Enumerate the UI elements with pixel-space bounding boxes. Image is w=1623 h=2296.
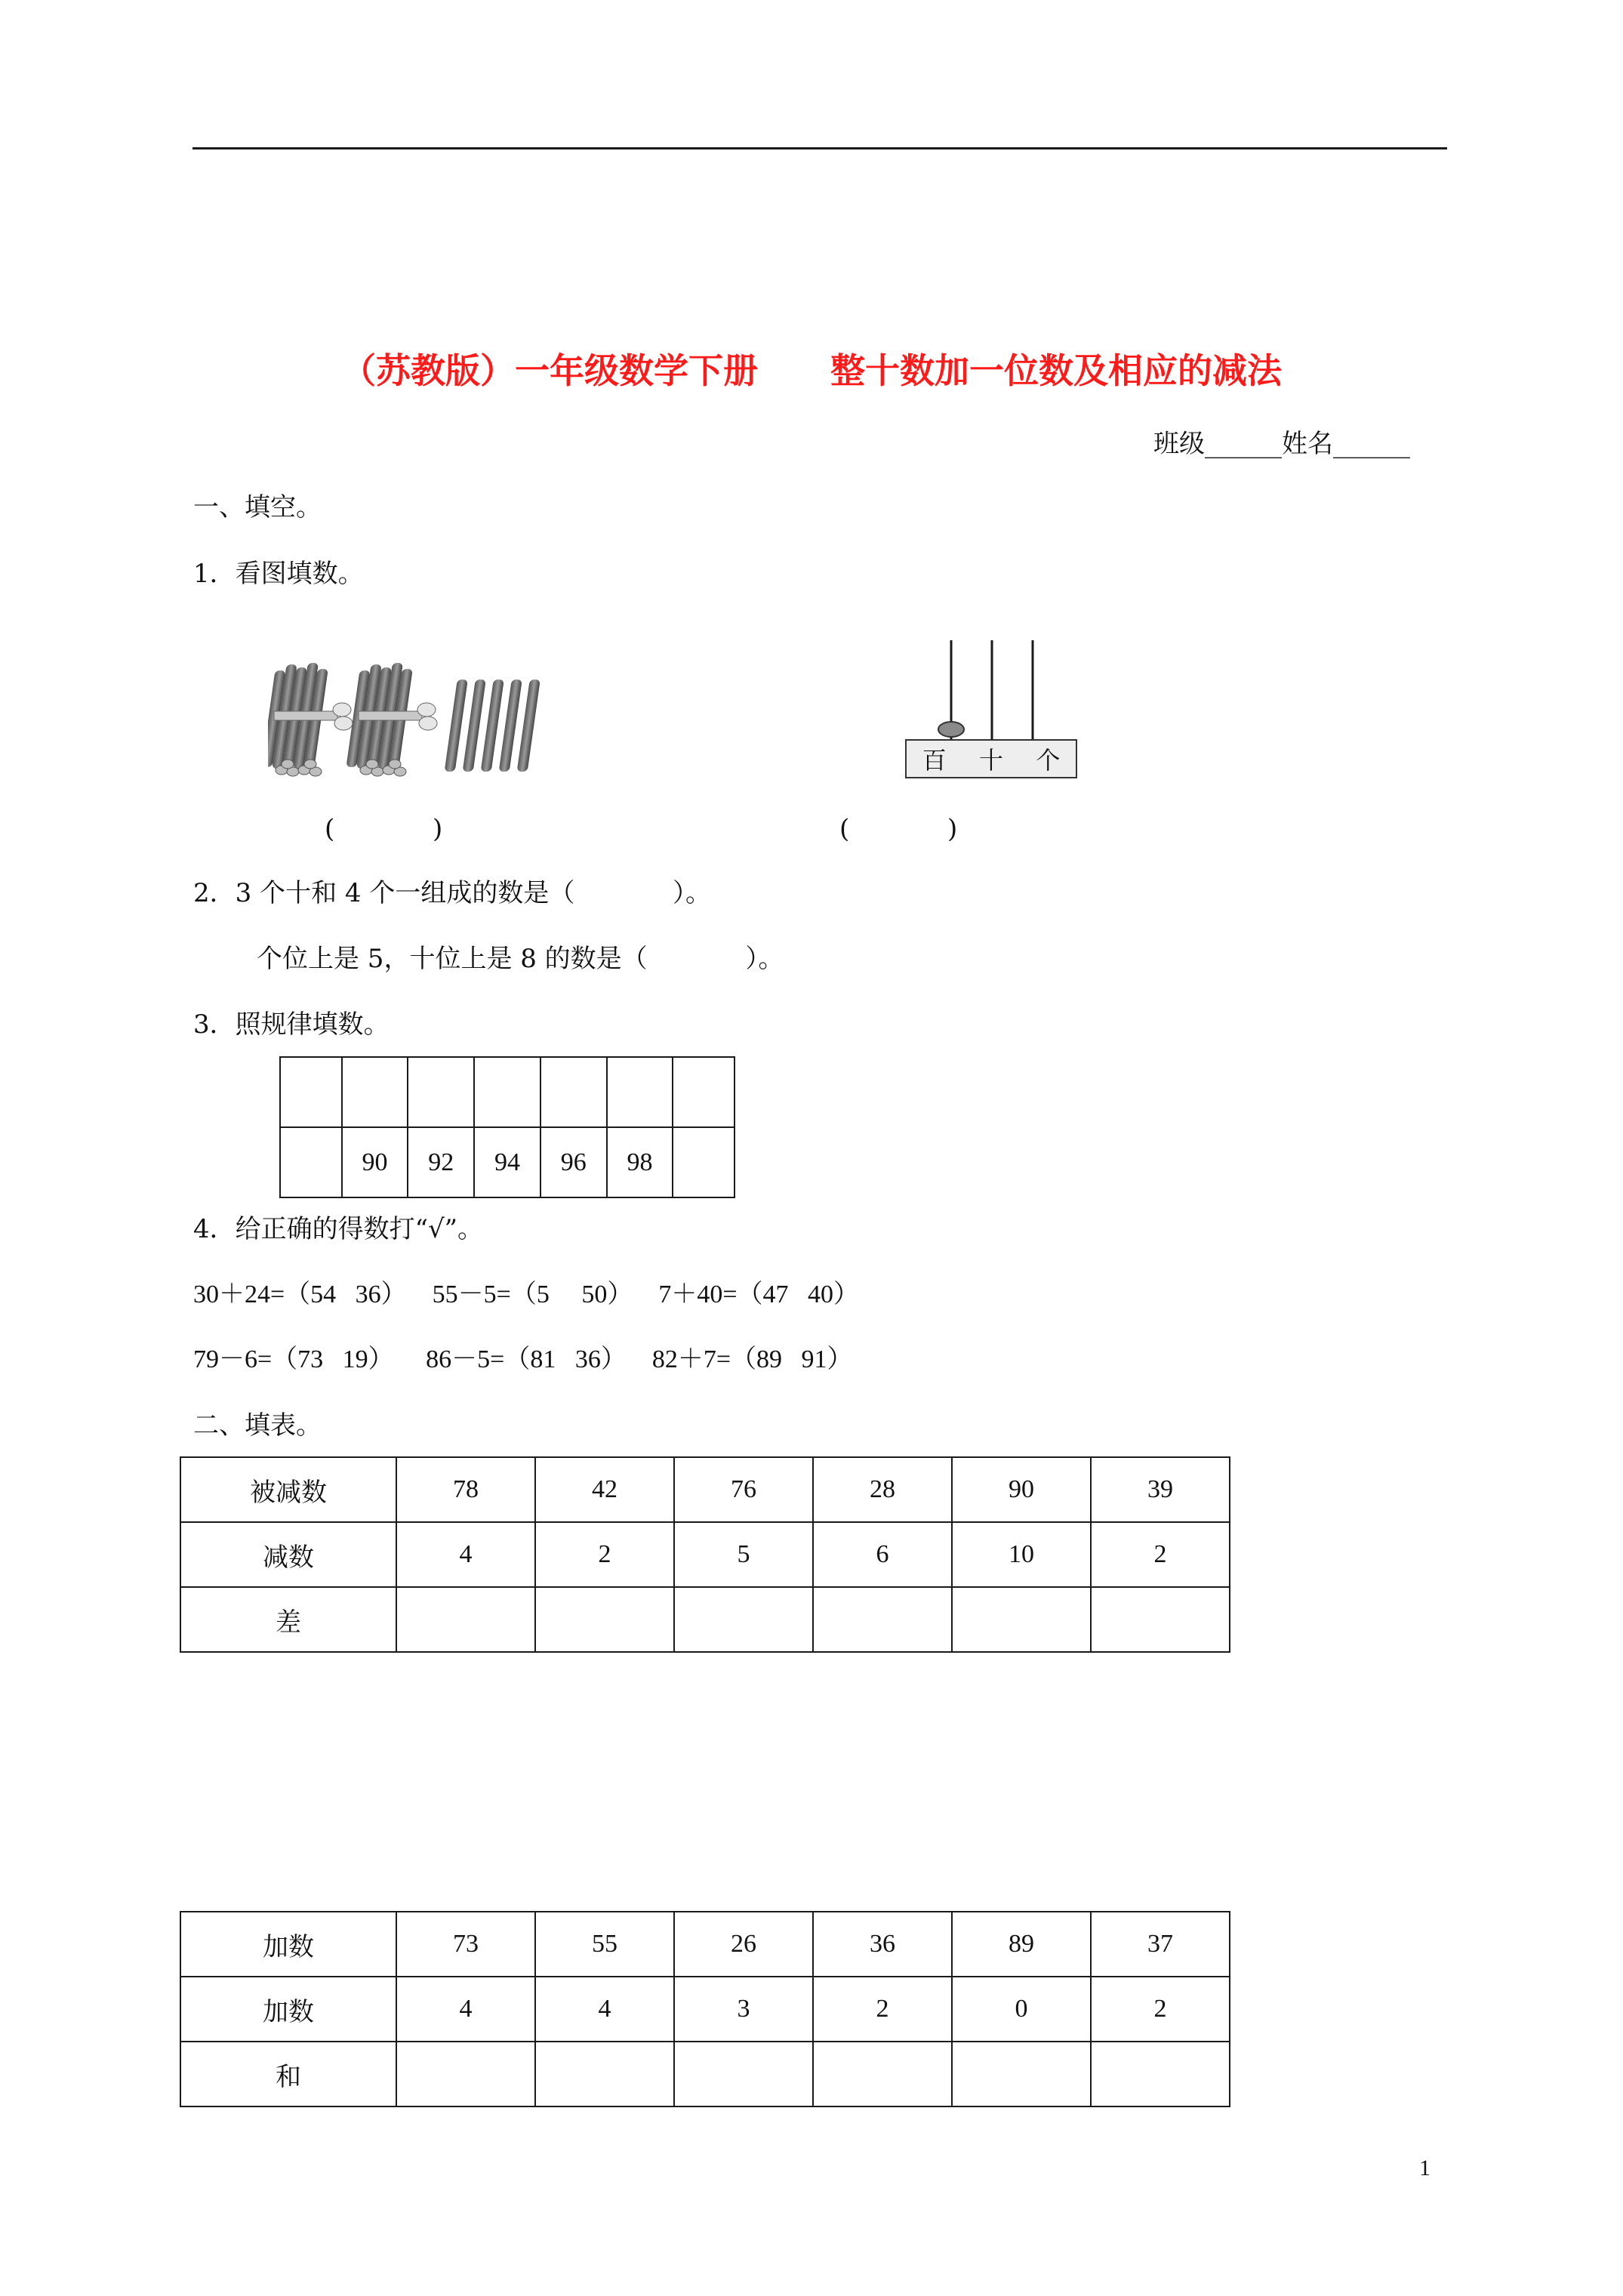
- pattern-cell[interactable]: [342, 1057, 408, 1127]
- table-cell: 42: [535, 1457, 674, 1522]
- difference-row: [180, 1587, 1230, 1652]
- pattern-cell[interactable]: [673, 1057, 735, 1127]
- answer-cell[interactable]: [396, 1587, 535, 1652]
- table-cell: 0: [952, 1977, 1091, 2042]
- ones-label: 个: [1036, 746, 1061, 775]
- table-cell: 90: [952, 1457, 1091, 1522]
- answer-cell[interactable]: [952, 2042, 1091, 2106]
- table-cell: 4: [396, 1977, 535, 2042]
- table-cell: 39: [1091, 1457, 1230, 1522]
- addend2-row: [180, 1977, 1230, 2042]
- q1-blank-right[interactable]: ( ): [839, 814, 958, 844]
- table-cell: 4: [396, 1522, 535, 1587]
- table-cell: 76: [674, 1457, 813, 1522]
- page-number: 1: [1419, 2156, 1431, 2180]
- abacus-place-labels: [906, 740, 1076, 778]
- subtrahend-row: [180, 1522, 1230, 1587]
- table-cell: 10: [952, 1522, 1091, 1587]
- answer-cell[interactable]: [1091, 1587, 1230, 1652]
- row-header: 加数: [180, 1977, 396, 2042]
- q1-blank-left[interactable]: ( ): [325, 814, 443, 844]
- page-title: （苏教版）一年级数学下册 整十数加一位数及相应的减法: [340, 350, 1283, 391]
- pattern-cell[interactable]: [540, 1057, 607, 1127]
- table-cell: 28: [813, 1457, 952, 1522]
- minuend-row: [180, 1457, 1230, 1522]
- stick-bundle-2: [346, 663, 437, 776]
- sticks-illustration: [268, 657, 551, 785]
- section1-heading: 一、填空。: [193, 492, 322, 522]
- row-header: 和: [180, 2042, 396, 2106]
- answer-cell[interactable]: [535, 2042, 674, 2106]
- table-cell: 5: [674, 1522, 813, 1587]
- pattern-cell[interactable]: [607, 1057, 673, 1127]
- table-cell: 4: [535, 1977, 674, 2042]
- sum-row: [180, 2042, 1230, 2106]
- stick-bundle-1: [268, 663, 353, 776]
- answer-cell[interactable]: [674, 2042, 813, 2106]
- addend1-row: [180, 1912, 1230, 1977]
- q4-label: 4．给正确的得数打“√”。: [193, 1214, 484, 1244]
- pattern-table: [279, 1056, 735, 1198]
- row-header: 被减数: [180, 1457, 396, 1522]
- table-cell: 3: [674, 1977, 813, 2042]
- hundreds-label: 百: [922, 746, 947, 775]
- table-cell: 36: [813, 1912, 952, 1977]
- table-cell: 89: [952, 1912, 1091, 1977]
- table-cell: 2: [535, 1522, 674, 1587]
- table-cell: 26: [674, 1912, 813, 1977]
- class-name-line: 班级______姓名______: [1153, 429, 1410, 459]
- pattern-cell[interactable]: [673, 1127, 735, 1197]
- table-cell: 55: [535, 1912, 674, 1977]
- tens-label: 十: [978, 746, 1003, 775]
- table-cell: 2: [1091, 1977, 1230, 2042]
- answer-cell[interactable]: [535, 1587, 674, 1652]
- answer-cell[interactable]: [1091, 2042, 1230, 2106]
- pattern-cell[interactable]: [280, 1057, 342, 1127]
- addition-table: [180, 1911, 1230, 2107]
- q2-line2: 个位上是 5，十位上是 8 的数是（ ）。: [257, 944, 784, 974]
- table-cell: 37: [1091, 1912, 1230, 1977]
- pattern-cell[interactable]: [408, 1057, 474, 1127]
- answer-cell[interactable]: [674, 1587, 813, 1652]
- table-cell: 73: [396, 1912, 535, 1977]
- pattern-cell: 98: [607, 1127, 673, 1197]
- table-cell: 2: [813, 1977, 952, 2042]
- section2-heading: 二、填表。: [193, 1410, 322, 1441]
- abacus-bead: [938, 722, 964, 737]
- q1-label: 1．看图填数。: [193, 559, 364, 589]
- row-header: 差: [180, 1587, 396, 1652]
- single-sticks: [445, 680, 540, 772]
- row-header: 减数: [180, 1522, 396, 1587]
- pattern-row-top: [280, 1057, 735, 1127]
- table-cell: 2: [1091, 1522, 1230, 1587]
- pattern-cell[interactable]: [474, 1057, 540, 1127]
- pattern-row-bottom: [280, 1127, 735, 1197]
- q2-line1: 2．3 个十和 4 个一组成的数是（ ）。: [193, 878, 712, 908]
- answer-cell[interactable]: [952, 1587, 1091, 1652]
- q4-line2: 79－6=（73 19） 86－5=（81 36） 82＋7=（89 91）: [193, 1345, 853, 1373]
- table-cell: 78: [396, 1457, 535, 1522]
- row-header: 加数: [180, 1912, 396, 1977]
- answer-cell[interactable]: [813, 2042, 952, 2106]
- pattern-cell: 92: [408, 1127, 474, 1197]
- q4-line1: 30＋24=（54 36） 55－5=（5 50） 7＋40=（47 40）: [193, 1281, 860, 1308]
- q3-label: 3．照规律填数。: [193, 1009, 390, 1040]
- header-rule: [192, 147, 1447, 149]
- pattern-cell[interactable]: [280, 1127, 342, 1197]
- table-cell: 6: [813, 1522, 952, 1587]
- pattern-cell: 96: [540, 1127, 607, 1197]
- pattern-cell: 90: [342, 1127, 408, 1197]
- answer-cell[interactable]: [813, 1587, 952, 1652]
- pattern-cell: 94: [474, 1127, 540, 1197]
- answer-cell[interactable]: [396, 2042, 535, 2106]
- subtraction-table: [180, 1456, 1230, 1653]
